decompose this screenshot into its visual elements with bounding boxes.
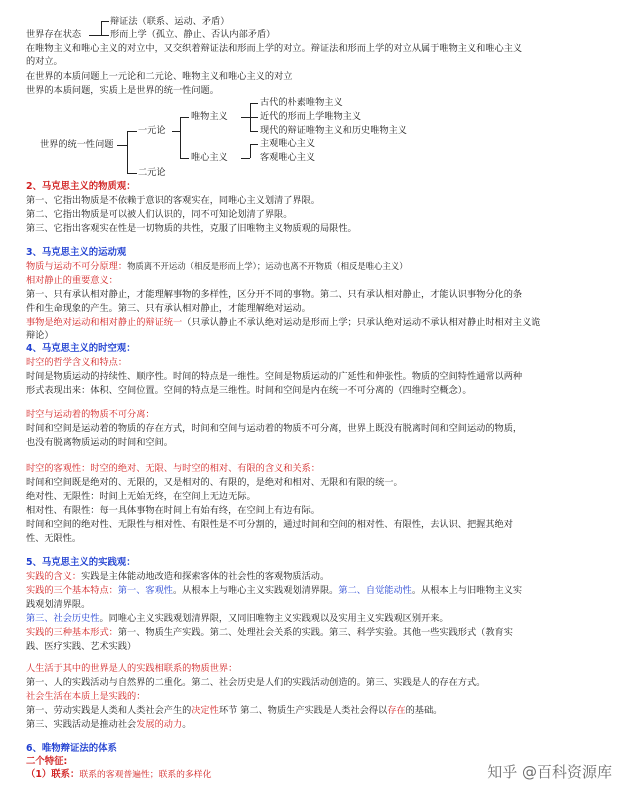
tree-root: 世界的统一性问题 (40, 139, 114, 150)
paragraph (26, 260, 408, 273)
text: 第二、自觉能动性 (338, 585, 412, 596)
subheading: 二个特征: (26, 756, 68, 767)
tree-mat-dialectical: 现代的辩证唯物主义和历史唯物主义 (260, 125, 407, 136)
metaphysics-branch: 形而上学（孤立、静止、否认内部矛盾） (110, 29, 276, 40)
text: 第三、社会历史性 (26, 613, 100, 624)
label: 实践的三种基本形式： (26, 627, 118, 638)
watermark: 知乎 @百科资源库 (487, 763, 612, 781)
text: （只承认静止不承认绝对运动是形而上学；只承认绝对运动不承认相对静止时相对主义诡 (182, 317, 541, 328)
label: 物质与运动不可分原理： (26, 261, 128, 272)
section-6-heading: 6、唯物辩证法的体系 (26, 743, 117, 754)
bracket-line (101, 21, 102, 35)
tree-subjective-idealism: 主观唯心主义 (260, 138, 316, 149)
paragraph (26, 612, 449, 625)
tree-connector (180, 158, 189, 159)
subheading: 时空的客观性：时空的绝对、无限、与时空的相对、有限的含义和关系： (26, 463, 320, 474)
tree-connector (250, 103, 258, 104)
section-2-heading: 2、马克思主义的物质观： (26, 181, 136, 192)
label: 实践的含义： (26, 571, 82, 582)
tree-connector (250, 144, 258, 145)
tree-connector (172, 131, 180, 132)
paragraph (26, 626, 513, 639)
paragraph: 第三、它指出客观实在性是一切物质的共性，克服了旧唯物主义物质观的局限性。 (26, 223, 357, 234)
paragraph: 世界的本质问题，实质上是世界的统一性问题。 (26, 85, 219, 96)
section-3-heading: 3、马克思主义的运动观 (26, 247, 127, 258)
text: 环节 第二、物质生产实践是人类社会得以 (218, 705, 388, 716)
text: 。从根本上与唯心主义实践观划清界限。 (173, 585, 339, 596)
bracket-line (101, 21, 109, 22)
label: （1）联系： (26, 769, 80, 780)
section-5-heading: 5、马克思主义的实践观： (26, 557, 136, 568)
paragraph: 在唯物主义和唯心主义的对立中，又交织着辩证法和形而上学的对立。辩证法和形而上学的对立从属于唯物主义和唯心主义 (26, 43, 523, 54)
label: 事物是绝对运动和相对静止的辩证统一 (26, 317, 183, 328)
state-label: 世界存在状态 (26, 29, 82, 40)
text: 。从根本上与旧唯物主义实 (411, 585, 523, 596)
subheading: 社会生活在本质上是实践的： (26, 691, 146, 702)
paragraph: 时间和空间是运动着的物质的存在方式，时间和空间与运动着的物质不可分离，世界上既没有脱离时间和空间运动的物质， (26, 423, 523, 434)
paragraph: 性、无限性。 (26, 533, 82, 544)
bracket-line (101, 35, 109, 36)
text: 第一、劳动实践是人类和人类社会产生的 (26, 705, 192, 716)
tree-mat-ancient: 古代的朴素唯物主义 (260, 97, 343, 108)
text: 存在 (387, 705, 406, 716)
paragraph: 辩论） (26, 330, 54, 341)
text: 联系的客观普遍性；联系的多样化 (79, 770, 212, 780)
text: 实践是主体能动地改造和探索客体的社会性的客观物质活动。 (81, 571, 330, 582)
paragraph (26, 768, 211, 782)
tree-materialism: 唯物主义 (191, 111, 228, 122)
tree-connector (117, 145, 127, 146)
paragraph: 第一、它指出物质是不依赖于意识的客观实在，同唯心主义划清了界限。 (26, 195, 320, 206)
tree-connector (241, 117, 250, 118)
paragraph: 件和生命现象的产生。第三、只有承认相对静止，才能理解绝对运动。 (26, 303, 311, 314)
tree-connector (250, 131, 258, 132)
text: 决定性 (191, 705, 219, 716)
text: 发展的动力 (136, 719, 183, 730)
text: 第一、客观性 (117, 585, 173, 596)
tree-connector (127, 131, 128, 173)
paragraph: 绝对性、无限性：时间上无始无终，在空间上无边无际。 (26, 491, 256, 502)
text: 的基础。 (405, 705, 443, 716)
text: 。 (182, 719, 192, 730)
section-4-heading: 4、马克思主义的时空观： (26, 343, 136, 354)
text: 物质离不开运动（相反是形而上学）；运动也离不开物质（相反是唯心主义） (127, 261, 408, 271)
tree-connector (127, 131, 137, 132)
tree-connector (241, 158, 250, 159)
tree-dualism: 二元论 (138, 167, 166, 178)
paragraph: 时间和空间既是绝对的、无限的，又是相对的、有限的，是绝对和相对、无限和有限的统一。 (26, 477, 403, 488)
text: 第三、实践活动是推动社会 (26, 719, 137, 730)
paragraph: 形式表现出来：体积、空间位置。空间的特点是三维性。时间和空间是内在统一不可分离的（四维时空概念）。 (26, 385, 472, 396)
subheading: 时空与运动着的物质不可分离： (26, 409, 155, 420)
paragraph (26, 570, 329, 583)
paragraph: 践、医疗实践、艺术实践） (26, 641, 137, 652)
paragraph: 第一、只有承认相对静止，才能理解事物的多样性，区分开不同的事物。第二、只有承认相对静止，才能认识事物分化的条 (26, 289, 523, 300)
tree-connector (180, 117, 189, 118)
tree-connector (250, 144, 251, 158)
paragraph: 时间是物质运动的持续性、顺序性。时间的特点是一维性。空间是物质运动的广延性和伸张性。物质的空间特性通常以两种 (26, 371, 523, 382)
tree-connector (180, 117, 181, 158)
paragraph: 的对立。 (26, 56, 63, 67)
paragraph: 第二、它指出物质是可以被人们认识的，同不可知论划清了界限。 (26, 209, 293, 220)
text: 。同唯心主义实践观划清界限，又同旧唯物主义实践观以及实用主义实践观区别开来。 (99, 613, 449, 624)
paragraph: 相对性、有限性：每一具体事物在时间上有始有终，在空间上有边有际。 (26, 505, 320, 516)
paragraph (26, 316, 541, 329)
dialectics-branch: 辩证法（联系、运动、矛盾） (110, 16, 230, 27)
subheading: 时空的哲学含义和特点： (26, 357, 128, 368)
paragraph: 也没有脱离物质运动的时间和空间。 (26, 437, 173, 448)
tree-objective-idealism: 客观唯心主义 (260, 152, 316, 163)
tree-monism: 一元论 (138, 125, 166, 136)
paragraph: 时间和空间的绝对性、无限性与相对性、有限性是不可分割的，通过时间和空间的相对性、有限性，去认识、把握其绝对 (26, 519, 513, 530)
paragraph (26, 598, 90, 611)
paragraph (26, 718, 191, 731)
text: 第一、物质生产实践。第二、处理社会关系的实践。第三、科学实验。其他一些实践形式（教育实 (117, 627, 513, 638)
text: 践观划清界限。 (26, 599, 91, 610)
tree-mat-modern: 近代的形而上学唯物主义 (260, 111, 362, 122)
subheading: 人生活于其中的世界是人的实践相联系的物质世界： (26, 663, 238, 674)
subheading: 相对静止的重要意义： (26, 275, 118, 286)
paragraph (26, 704, 442, 717)
label: 实践的三个基本特点： (26, 585, 118, 596)
paragraph (26, 584, 522, 597)
tree-connector (127, 173, 137, 174)
bracket-line (89, 35, 101, 36)
paragraph: 在世界的本质问题上一元论和二元论、唯物主义和唯心主义的对立 (26, 71, 293, 82)
paragraph: 第一、人的实践活动与自然界的二重化。第二、社会历史是人们的实践活动创造的。第三、实践是人的存在方式。 (26, 677, 486, 688)
tree-idealism: 唯心主义 (191, 152, 228, 163)
tree-connector (250, 117, 258, 118)
